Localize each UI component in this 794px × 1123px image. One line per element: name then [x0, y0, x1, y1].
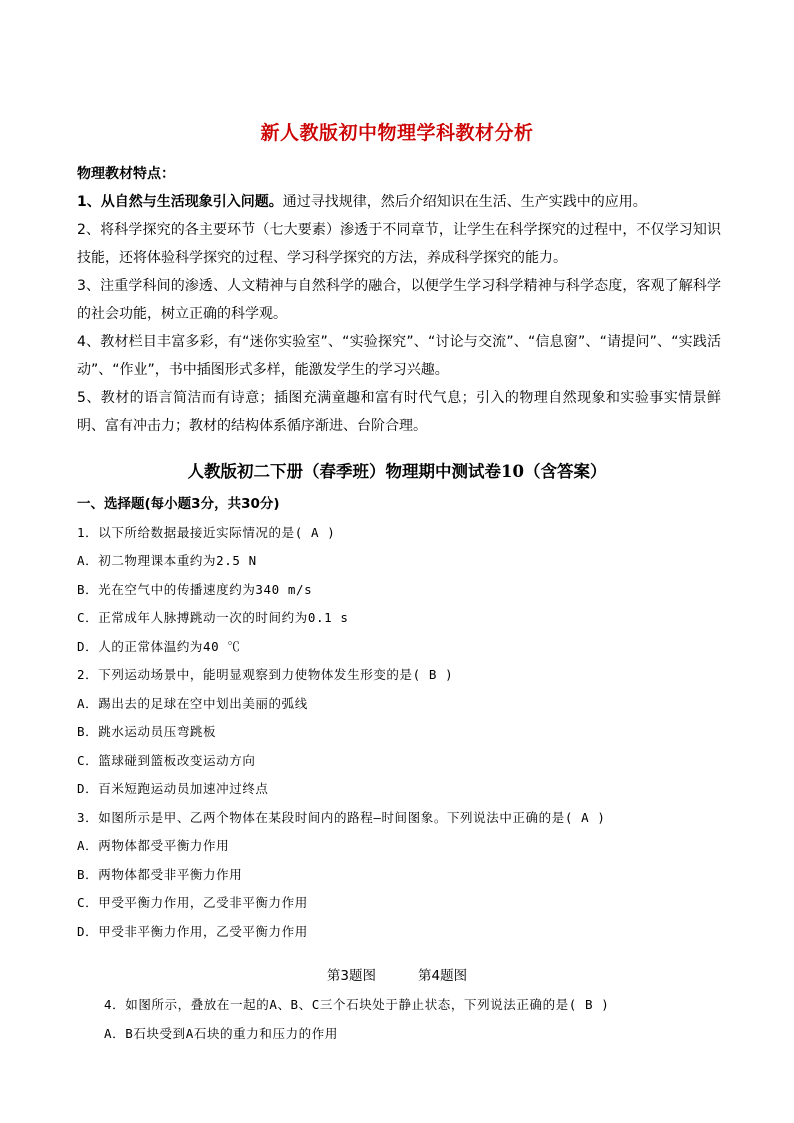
question-4-option-a: A．B石块受到A石块的重力和压力的作用	[104, 1026, 338, 1041]
figure-caption-q3: 第3题图	[326, 968, 376, 984]
question-2-option-b: B．跳水运动员压弯跳板	[77, 724, 217, 739]
exam-section	[77, 490, 721, 946]
question-1-option-d: D．人的正常体温约为40 ℃	[77, 638, 241, 654]
page-title: 新人教版初中物理学科教材分析	[260, 122, 534, 144]
question-4	[104, 990, 724, 1048]
question-1-option-c: C．正常成年人脉搏跳动一次的时间约为0.1 s	[77, 610, 349, 625]
question-1-option-a: A．初二物理课本重约为2.5 N	[77, 553, 257, 568]
question-3-option-d: D．甲受非平衡力作用，乙受平衡力作用	[77, 923, 308, 939]
feature-item-1	[77, 188, 721, 216]
feature-item-3: 3、注重学科间的渗透、人文精神与自然科学的融合，以便学生学习科学精神与科学态度，客观了解科学的社会功能，树立正确的科学观。	[77, 278, 721, 322]
question-2-option-c: C．篮球碰到篮板改变运动方向	[77, 752, 256, 768]
exam-title: 人教版初二下册（春季班）物理期中测试卷10（含答案）	[187, 462, 607, 481]
question-3-option-a: A．两物体都受平衡力作用	[77, 838, 230, 853]
question-3-option-c: C．甲受平衡力作用，乙受非平衡力作用	[77, 895, 308, 910]
question-3-stem: 3．如图所示是甲、乙两个物体在某段时间内的路程—时间图象。下列说法中正确的是( A )	[77, 809, 606, 825]
feature-item-4: 4、教材栏目丰富多彩，有“迷你实验室”、“实验探究”、“讨论与交流”、“信息窗”、“请提问”、“实践活动”、“作业”，书中插图形式多样，能激发学生的学习兴趣。	[77, 334, 721, 378]
question-1-stem: 1．以下所给数据最接近实际情况的是( A )	[77, 524, 336, 540]
question-2-option-a: A．踢出去的足球在空中划出美丽的弧线	[77, 695, 308, 711]
feature-item-1-text: 通过寻找规律，然后介绍知识在生活、生产实践中的应用。	[282, 194, 647, 210]
question-4-stem: 4．如图所示，叠放在一起的A、B、C三个石块处于静止状态，下列说法正确的是( B )	[104, 997, 610, 1012]
figure-captions	[0, 964, 794, 984]
question-2-option-d: D．百米短跑运动员加速冲过终点	[77, 781, 269, 796]
question-2-stem: 2．下列运动场景中，能明显观察到力使物体发生形变的是( B )	[77, 667, 454, 682]
feature-item-1-lead: 1、从自然与生活现象引入问题。	[77, 194, 283, 210]
section-heading-multiple-choice: 一、选择题(每小题3分，共30分)	[77, 496, 280, 512]
feature-item-5: 5、教材的语言简洁而有诗意；插图充满童趣和富有时代气息；引入的物理自然现象和实验事实情景鲜明、富有冲击力；教材的结构体系循序渐进、台阶合理。	[77, 390, 721, 434]
question-3-option-b: B．两物体都受非平衡力作用	[77, 866, 243, 882]
features-heading: 物理教材特点：	[77, 166, 175, 182]
figure-caption-q4: 第4题图	[418, 968, 468, 984]
textbook-features-section	[77, 160, 721, 440]
question-1-option-b: B．光在空气中的传播速度约为340 m/s	[77, 581, 313, 597]
feature-item-2: 2、将科学探究的各主要环节（七大要素）渗透于不同章节，让学生在科学探究的过程中，不仅学习知识技能，还将体验科学探究的过程、学习科学探究的方法，养成科学探究的能力。	[77, 222, 721, 266]
